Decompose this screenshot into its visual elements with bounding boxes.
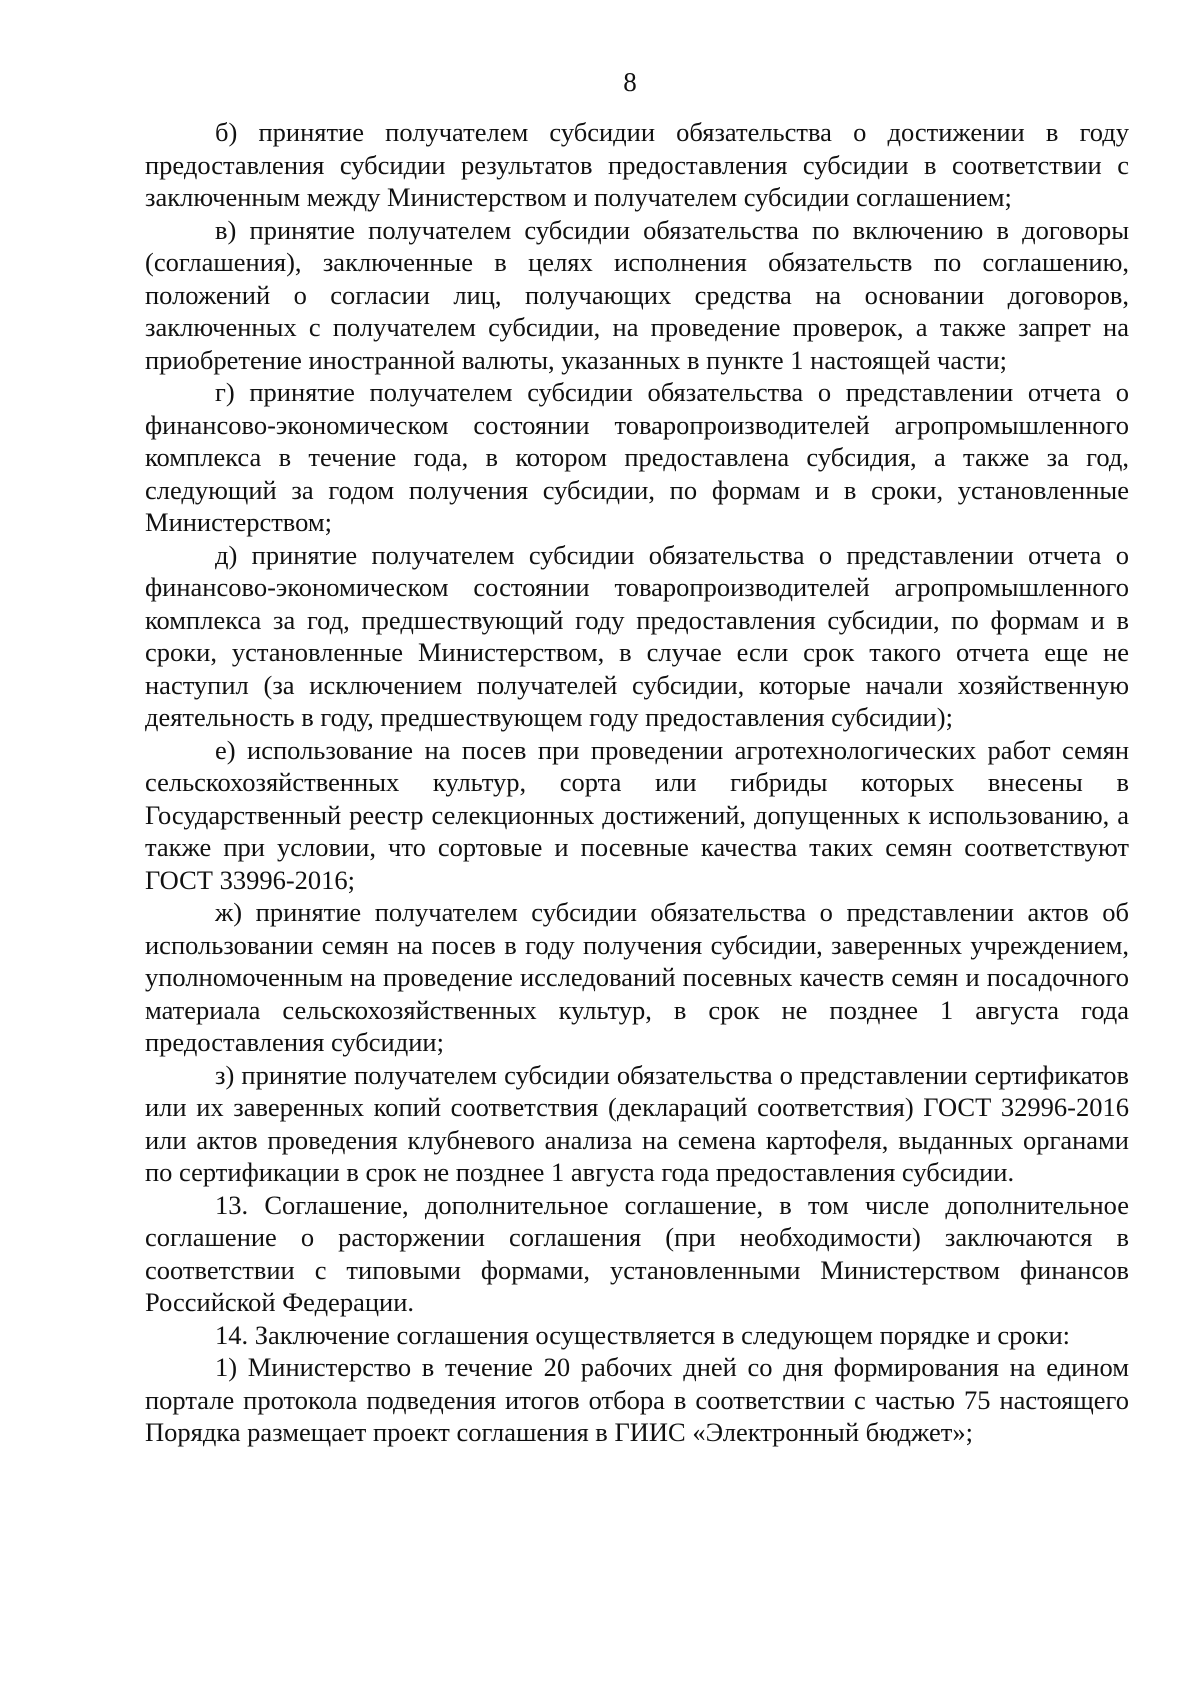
paragraph-14: 14. Заключение соглашения осуществляется в следующем порядке и сроки:	[215, 1319, 1071, 1350]
paragraph-z: з) принятие получателем субсидии обязательства о представлении сертификатов или их заверенных копий соответствия (деклараций соответствия) ГОСТ 32996-2016 или актов проведения клубневого анализа на семена картофеля, выданных органами по сертификации в срок не позднее 1 августа года предоставления субсидии.	[145, 1059, 1129, 1187]
paragraph-zh: ж) принятие получателем субсидии обязательства о представлении актов об использовании семян на посев в году получения субсидии, заверенных учреждением, уполномоченным на проведение исследований посевных качеств семян и посадочного материала сельскохозяйственных культур, в срок не позднее 1 августа года предоставления субсидии;	[145, 897, 1129, 1057]
paragraph-v: в) принятие получателем субсидии обязательства по включению в договоры (соглашения), заключенные в целях исполнения обязательств по соглашению, положений о согласии лиц, получающих средства на основании договоров, заключенных с получателем субсидии, на проведение проверок, а также запрет на приобретение иностранной валюты, указанных в пункте 1 настоящей части;	[145, 214, 1129, 375]
paragraph-b: б) принятие получателем субсидии обязательства о достижении в году предоставления субсидии результатов предоставления субсидии в соответствии с заключенным между Министерством и получателем субсидии соглашением;	[145, 117, 1129, 212]
page-number: 8	[623, 67, 637, 97]
paragraph-14-1: 1) Министерство в течение 20 рабочих дней со дня формирования на едином портале протокола подведения итогов отбора в соответствии с частью 75 настоящего Порядка размещает проект соглашения в ГИИС «Электронный бюджет»;	[145, 1352, 1129, 1447]
paragraph-g: г) принятие получателем субсидии обязательства о представлении отчета о финансово-экономическом состоянии товаропроизводителей агропромышленного комплекса в течение года, в котором предоставлена субсидия, а также за год, следующий за годом получения субсидии, по формам и в сроки, установленные Министерством;	[145, 377, 1129, 537]
document-body	[145, 116, 1129, 1449]
paragraph-e: е) использование на посев при проведении агротехнологических работ семян сельскохозяйственных культур, сорта или гибриды которых внесены в Государственный реестр селекционных достижений, допущенных к использованию, а также при условии, что сортовые и посевные качества таких семян соответствуют ГОСТ 33996-2016;	[145, 734, 1129, 895]
paragraph-13: 13. Соглашение, дополнительное соглашение, в том числе дополнительное соглашение о расторжении соглашения (при необходимости) заключаются в соответствии с типовыми формами, установленными Министерством финансов Российской Федерации.	[145, 1189, 1129, 1317]
paragraph-d: д) принятие получателем субсидии обязательства о представлении отчета о финансово-экономическом состоянии товаропроизводителей агропромышленного комплекса за год, предшествующий году предоставления субсидии, по формам и в сроки, установленные Министерством, в случае если срок такого отчета еще не наступил (за исключением получателей субсидии, которые начали хозяйственную деятельность в году, предшествующем году предоставления субсидии);	[145, 539, 1129, 732]
